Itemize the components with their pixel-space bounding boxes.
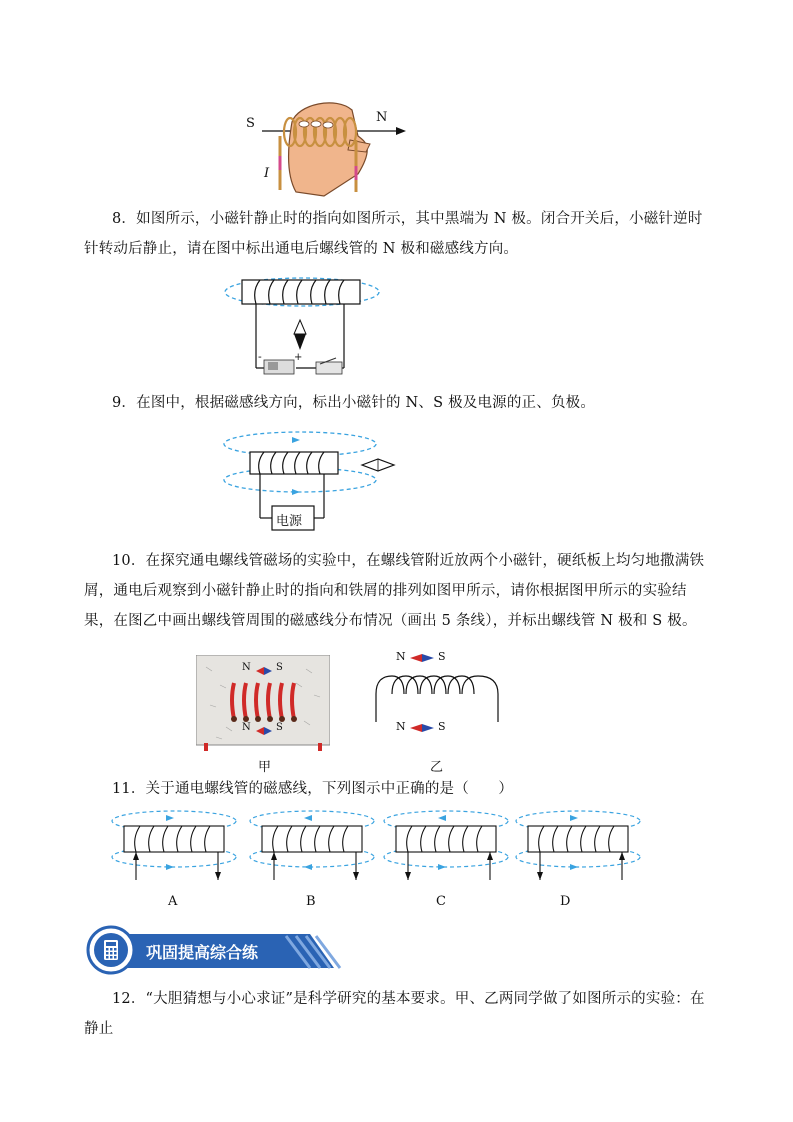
question-8 — [84, 204, 712, 264]
current-label: I — [264, 166, 270, 181]
question-11-text: 11．关于通电螺线管的磁感线，下列图示中正确的是（ ） — [112, 781, 514, 797]
power-supply-label: 电源 — [276, 514, 303, 529]
option-a: A — [168, 894, 178, 909]
caption-b: 乙 — [430, 760, 444, 775]
photo-s-top: S — [276, 662, 283, 673]
question-9-figure — [220, 430, 400, 534]
battery-plus-label: + — [294, 352, 303, 363]
coil-s-top: S — [438, 650, 446, 663]
question-8-figure — [222, 270, 382, 385]
question-9-text: 9．在图中，根据磁感线方向，标出小磁针的 N、S 极及电源的正、负极。 — [112, 395, 596, 411]
figure-a-photo — [196, 655, 330, 751]
coil-n-top: N — [396, 650, 406, 663]
question-8-text: 8．如图所示，小磁针静止时的指向如图所示，其中黑端为 N 极。闭合开关后，小磁针逆时针转动后静止，请在图中标出通电后螺线管的 N 极和磁感线方向。 — [84, 211, 703, 257]
question-11-options-figure — [110, 808, 650, 888]
photo-n-bottom: N — [242, 722, 251, 733]
question-12-text: 12．“大胆猜想与小心求证”是科学研究的基本要求。甲、乙两同学做了如图所示的实验：在静止 — [84, 991, 705, 1037]
question-12 — [84, 984, 712, 1044]
section-title: 巩固提高综合练 — [146, 943, 259, 962]
photo-s-bottom: S — [276, 722, 283, 733]
question-11 — [84, 774, 712, 804]
battery-minus-label: - — [258, 350, 262, 363]
calculator-icon — [104, 940, 118, 960]
figure-b-coil — [370, 650, 504, 740]
option-d: D — [560, 894, 571, 909]
north-label: N — [376, 110, 388, 125]
coil-n-bottom: N — [396, 720, 406, 733]
question-9 — [84, 388, 712, 418]
south-label: S — [246, 116, 255, 131]
question-10-text: 10．在探究通电螺线管磁场的实验中，在螺线管附近放两个小磁针，硬纸板上均匀地撒满铁屑，通电后观察到小磁针静止时的指向和铁屑的排列如图甲所示，请你根据图甲所示的实验结果，在图乙中画出螺线管周围的磁感线分布情况（画出 5 条线），并标出螺线管 N 极和 S 极。 — [84, 553, 705, 629]
right-hand-rule-figure — [240, 96, 420, 200]
question-10 — [84, 546, 712, 636]
caption-a: 甲 — [258, 760, 272, 775]
option-c: C — [436, 894, 446, 909]
option-b: B — [306, 894, 316, 909]
coil-s-bottom: S — [438, 720, 446, 733]
photo-n-top: N — [242, 662, 251, 673]
section-banner — [86, 924, 346, 976]
